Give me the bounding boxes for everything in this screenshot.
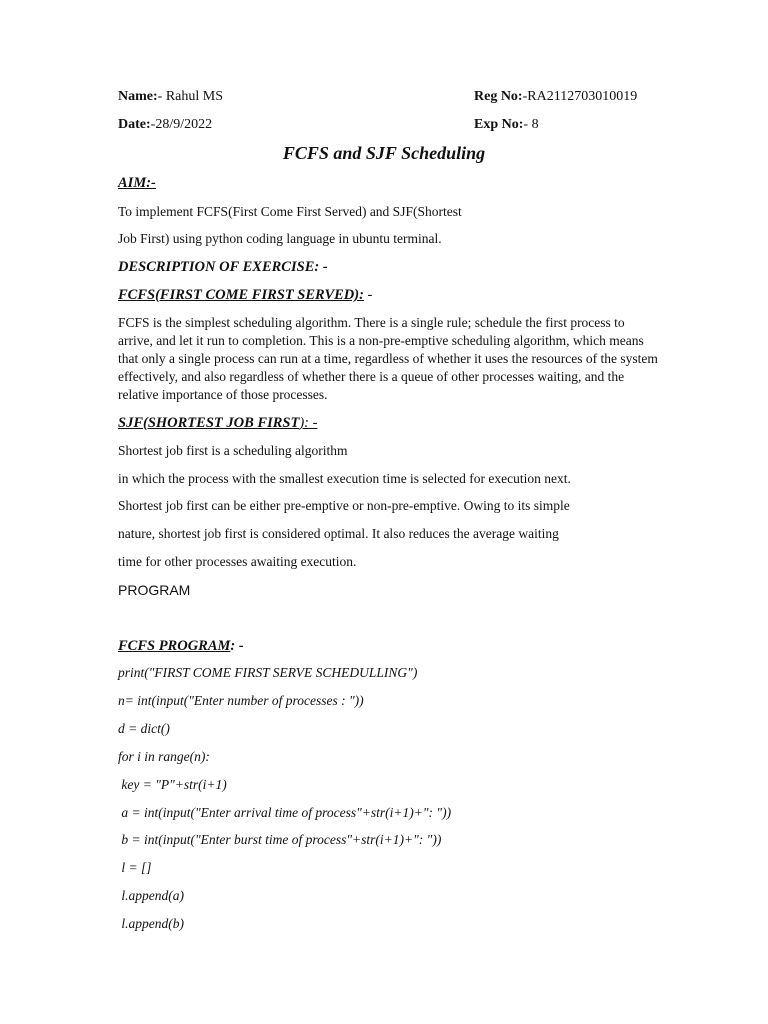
date-value: -28/9/2022 bbox=[150, 117, 213, 132]
name-label: Name: bbox=[118, 89, 158, 104]
fcfs-program-heading-suffix: : - bbox=[230, 638, 244, 654]
aim-line-2: Job First) using python coding language in ubuntu terminal. bbox=[118, 231, 442, 246]
exp-no-field bbox=[474, 116, 539, 134]
aim-line-1: To implement FCFS(First Come First Served) and SJF(Shortest bbox=[118, 204, 462, 219]
code-line: b = int(input("Enter burst time of process"+str(i+1)+": ")) bbox=[118, 832, 442, 847]
program-label: PROGRAM bbox=[118, 582, 191, 598]
sjf-line-4: nature, shortest job first is considered optimal. It also reduces the average waiting bbox=[118, 526, 559, 541]
fcfs-heading-text: FCFS(FIRST COME FIRST SERVED): bbox=[118, 287, 364, 303]
fcfs-heading-suffix: - bbox=[363, 287, 373, 303]
exp-no-value: - 8 bbox=[523, 117, 539, 132]
aim-heading: AIM:- bbox=[118, 175, 156, 191]
name-field bbox=[118, 88, 223, 106]
sjf-heading bbox=[118, 414, 317, 432]
sjf-heading-suffix: ): - bbox=[299, 415, 318, 431]
code-line: l = [] bbox=[118, 860, 152, 875]
reg-no-label: Reg No: bbox=[474, 89, 523, 104]
code-line: key = "P"+str(i+1) bbox=[118, 777, 227, 792]
description-heading: DESCRIPTION OF EXERCISE: - bbox=[118, 259, 328, 275]
code-line: l.append(a) bbox=[118, 888, 184, 903]
date-field bbox=[118, 116, 212, 134]
document-title: FCFS and SJF Scheduling bbox=[282, 143, 486, 163]
code-line: l.append(b) bbox=[118, 916, 184, 931]
fcfs-program-heading bbox=[118, 637, 244, 655]
sjf-line-2: in which the process with the smallest execution time is selected for execution next. bbox=[118, 471, 571, 486]
fcfs-program-heading-text: FCFS PROGRAM bbox=[118, 638, 231, 654]
sjf-line-5: time for other processes awaiting execution. bbox=[118, 554, 357, 569]
fcfs-heading bbox=[118, 286, 372, 304]
code-line: d = dict() bbox=[118, 721, 170, 736]
exp-no-label: Exp No: bbox=[474, 117, 524, 132]
sjf-heading-text: SJF(SHORTEST JOB FIRST bbox=[118, 415, 300, 431]
sjf-line-3: Shortest job first can be either pre-emptive or non-pre-emptive. Owing to its simple bbox=[118, 498, 570, 513]
name-value: - Rahul MS bbox=[157, 89, 223, 104]
fcfs-paragraph: FCFS is the simplest scheduling algorithm. There is a single rule; schedule the first process to arrive, and let it run to completion. This is a non-pre-emptive scheduling algorithm, which means that only a single process can run at a time, regardless of whether it uses the resources of the system effectively, and also regardless of whether there is a queue of other processes waiting, and the relative importance of those processes. bbox=[118, 315, 658, 402]
code-line: n= int(input("Enter number of processes : ")) bbox=[118, 693, 364, 708]
reg-no-field bbox=[474, 88, 637, 106]
reg-no-value: -RA2112703010019 bbox=[522, 89, 638, 104]
code-line: print("FIRST COME FIRST SERVE SCHEDULLING") bbox=[118, 665, 418, 680]
date-label: Date: bbox=[118, 117, 151, 132]
code-line: for i in range(n): bbox=[118, 749, 210, 764]
code-line: a = int(input("Enter arrival time of process"+str(i+1)+": ")) bbox=[118, 805, 452, 820]
sjf-line-1: Shortest job first is a scheduling algorithm bbox=[118, 443, 348, 458]
